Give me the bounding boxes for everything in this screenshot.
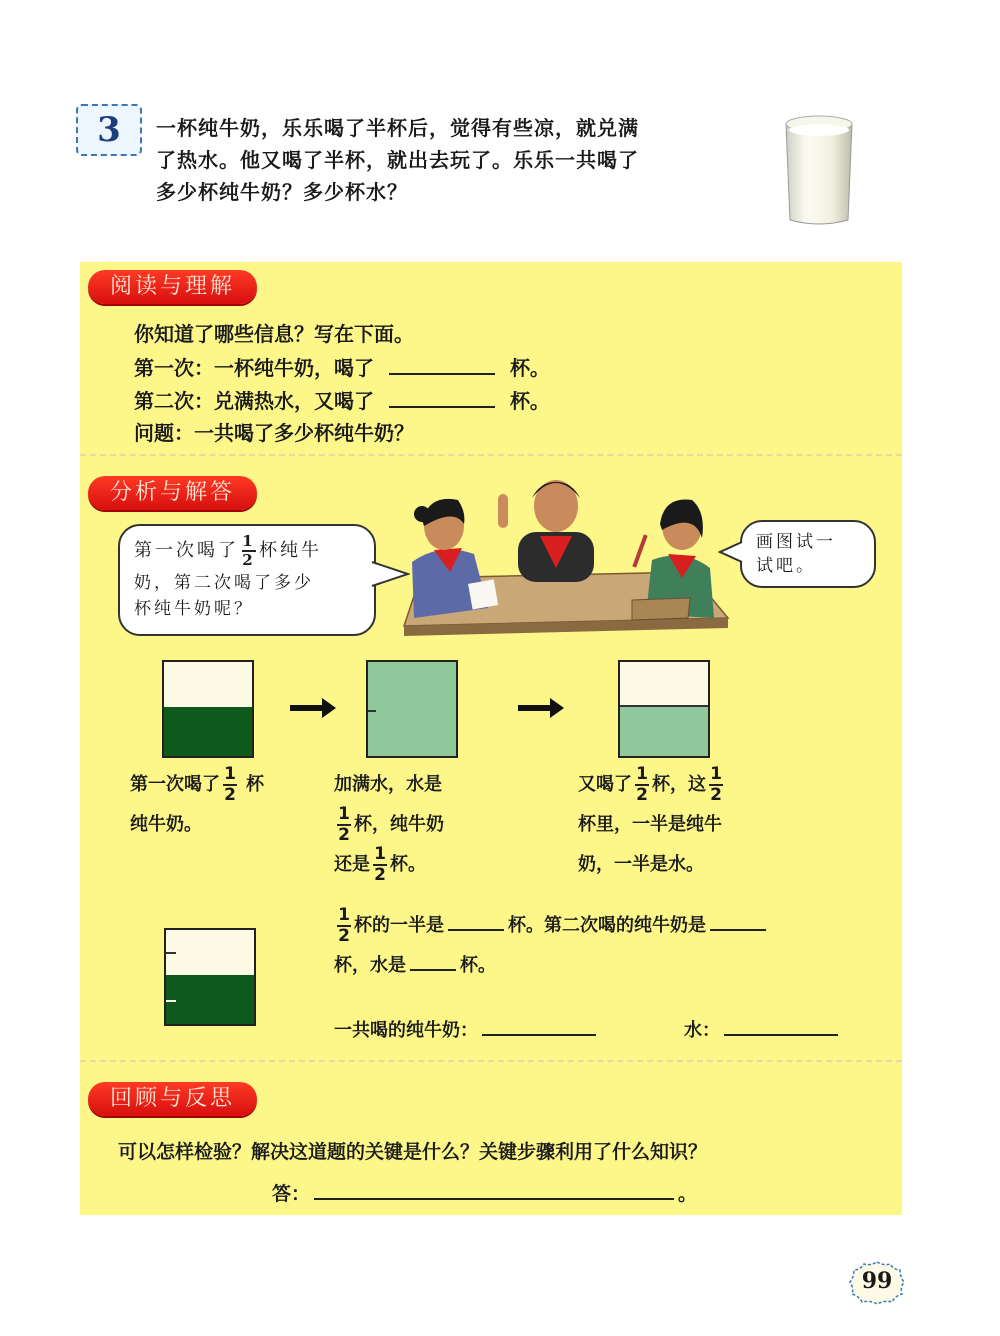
fraction-half: $\frac{1}{2}$ [636, 764, 648, 805]
answer-blank-second-milk[interactable] [710, 907, 766, 931]
step-3-line2: 杯里，一半是纯牛 [578, 814, 722, 835]
speech-bubble-right [740, 520, 876, 588]
read-first-text: 第一次：一杯纯牛奶，喝了 [134, 356, 374, 380]
step-3-line3: 奶，一半是水。 [578, 854, 704, 875]
answer-blank-review[interactable] [314, 1176, 674, 1200]
calc-text [334, 906, 766, 986]
bubble-left-post: 杯纯牛 [259, 540, 322, 561]
bubble-left-line2: 奶，第二次喝了多少 [134, 573, 314, 593]
arrow-icon [518, 705, 554, 711]
speech-bubble-left [118, 524, 376, 636]
answer-blank-half-of-half[interactable] [448, 907, 504, 931]
step-1-line2: 纯牛奶。 [130, 814, 202, 835]
section-title-analyze: 分析与解答 [88, 476, 257, 510]
milk-glass-image [782, 114, 856, 228]
bubble-right-line2: 试吧。 [756, 556, 816, 576]
read-second-line [134, 384, 550, 417]
answer-blank-water[interactable] [410, 947, 456, 971]
section-divider [80, 454, 902, 456]
answer-end: 。 [678, 1183, 698, 1205]
problem-number-badge [76, 104, 142, 156]
answer-blank-total-water[interactable] [724, 1012, 838, 1036]
cup-milk-level [164, 707, 252, 756]
answer-label: 答： [272, 1183, 311, 1205]
total-milk-line [334, 1012, 596, 1047]
quarter-mark [166, 1000, 176, 1002]
cup-diagram-1 [162, 660, 254, 758]
cup-diagram-3 [618, 660, 710, 758]
problem-line-1: 一杯纯牛奶，乐乐喝了半杯后，觉得有些凉，就兑满 [156, 116, 639, 140]
fraction-half: $\frac{1}{2}$ [224, 764, 236, 805]
total-water-line [684, 1012, 838, 1047]
page-number: 99 [861, 1268, 893, 1294]
step-2-line2: 杯，纯牛奶 [354, 814, 444, 835]
step-2-line1: 加满水，水是 [334, 774, 442, 795]
total-water-label: 水： [684, 1020, 720, 1041]
fraction-half: $\frac{1}{2}$ [374, 844, 386, 885]
step-3-mid: 杯，这 [652, 774, 706, 795]
problem-line-2: 了热水。他又喝了半杯，就出去玩了。乐乐一共喝了 [156, 148, 639, 172]
bubble-left-line3: 杯纯牛奶呢？ [134, 599, 254, 619]
bubble-right-line1: 画图试一 [756, 532, 836, 552]
calc-line1-b: 杯。第二次喝的纯牛奶是 [508, 915, 706, 936]
fraction-half: $\frac{1}{2}$ [242, 532, 256, 569]
step-2-line3-post: 杯。 [390, 854, 426, 875]
answer-blank-first[interactable] [389, 351, 495, 375]
fraction-half: $\frac{1}{2}$ [338, 905, 350, 946]
read-first-unit: 杯。 [509, 356, 550, 380]
fraction-half: $\frac{1}{2}$ [710, 764, 722, 805]
bubble-left-pre: 第一次喝了 [134, 540, 239, 561]
read-intro: 你知道了哪些信息？写在下面。 [134, 322, 414, 346]
cup-diagram-2 [366, 660, 458, 758]
quarter-mark [166, 952, 176, 954]
problem-text [156, 112, 756, 208]
step-3-pre: 又喝了 [578, 774, 632, 795]
problem-line-3: 多少杯纯牛奶？多少杯水？ [156, 180, 408, 204]
section-title-review: 回顾与反思 [88, 1082, 257, 1116]
cup-mixed-level [620, 705, 708, 756]
answer-blank-total-milk[interactable] [482, 1012, 596, 1036]
answer-blank-second[interactable] [389, 384, 495, 408]
cup-diagram-4 [164, 928, 256, 1026]
calc-line2-b: 杯。 [460, 955, 496, 976]
review-question: 可以怎样检验？解决这道题的关键是什么？关键步骤利用了什么知识？ [118, 1141, 708, 1163]
fraction-half: $\frac{1}{2}$ [338, 804, 350, 845]
read-second-unit: 杯。 [509, 389, 550, 413]
read-first-line [134, 351, 550, 384]
read-question: 问题：一共喝了多少杯纯牛奶？ [134, 421, 414, 445]
read-second-text: 第二次：兑满热水，又喝了 [134, 389, 374, 413]
half-mark [368, 710, 376, 712]
step-2-text [334, 765, 444, 885]
arrow-icon [290, 705, 326, 711]
section-divider [80, 1060, 902, 1062]
problem-number: 3 [97, 110, 121, 150]
students-illustration [400, 468, 730, 656]
step-1-post: 杯 [246, 774, 264, 795]
cup-milk-level [166, 975, 254, 1024]
total-milk-label: 一共喝的纯牛奶： [334, 1020, 478, 1041]
section-title-read: 阅读与理解 [88, 270, 257, 304]
step-3-text [578, 765, 726, 885]
step-1-pre: 第一次喝了 [130, 774, 220, 795]
step-2-line3-pre: 还是 [334, 854, 370, 875]
step-1-text [130, 765, 264, 845]
calc-line2-a: 杯，水是 [334, 955, 406, 976]
review-answer-line [272, 1176, 697, 1210]
calc-line1-a: 杯的一半是 [354, 915, 444, 936]
